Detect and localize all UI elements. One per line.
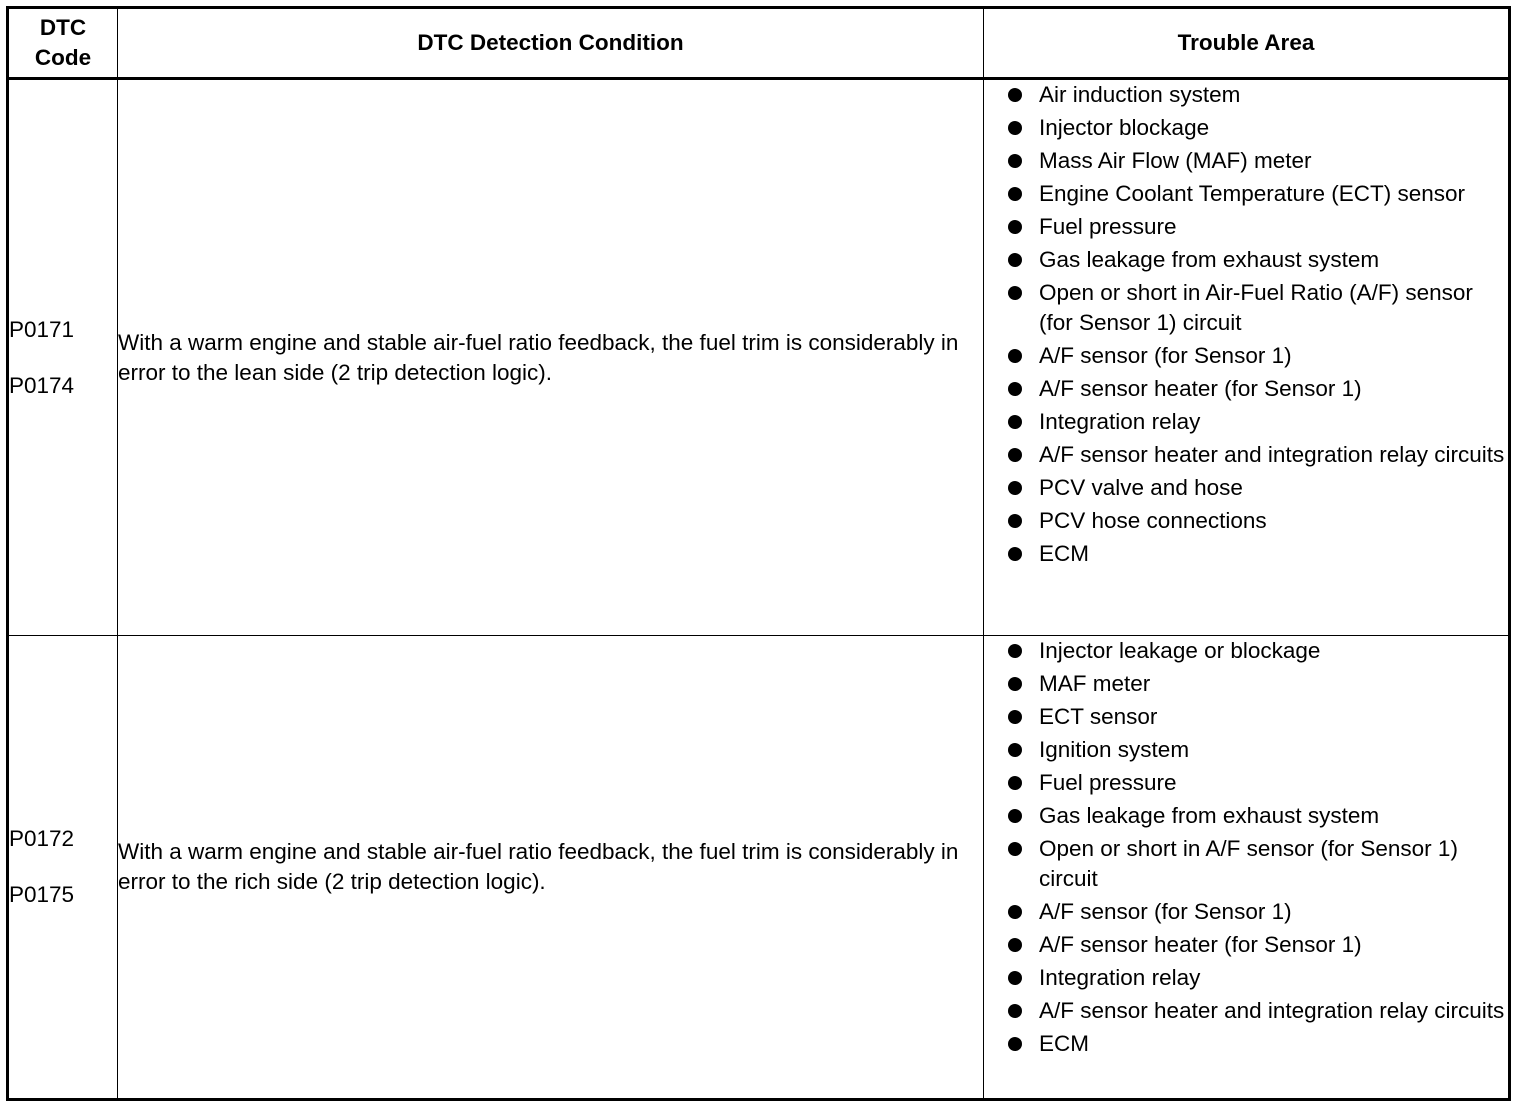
detection-condition: With a warm engine and stable air-fuel ratio feedback, the fuel trim is considerably in error to the rich side (2 trip detection logic). bbox=[118, 636, 984, 1100]
bullet-icon bbox=[1008, 88, 1022, 102]
trouble-area-item: A/F sensor heater and integration relay circuits bbox=[1039, 998, 1505, 1023]
list-item bbox=[984, 930, 1508, 960]
trouble-area-item: A/F sensor (for Sensor 1) bbox=[1039, 343, 1292, 368]
bullet-icon bbox=[1008, 644, 1022, 658]
bullet-icon bbox=[1008, 938, 1022, 952]
bullet-icon bbox=[1008, 514, 1022, 528]
trouble-area-item: Gas leakage from exhaust system bbox=[1039, 803, 1380, 828]
bullet-icon bbox=[1008, 349, 1022, 363]
dtc-code: P0174 bbox=[9, 372, 75, 398]
list-item bbox=[984, 341, 1508, 371]
list-item bbox=[984, 473, 1508, 503]
detection-condition: With a warm engine and stable air-fuel ratio feedback, the fuel trim is considerably in error to the lean side (2 trip detection logic). bbox=[118, 79, 984, 636]
header-row bbox=[8, 8, 1510, 79]
bullet-icon bbox=[1008, 154, 1022, 168]
bullet-icon bbox=[1008, 121, 1022, 135]
trouble-area-cell bbox=[984, 636, 1510, 1100]
list-item bbox=[984, 669, 1508, 699]
trouble-area-item: PCV valve and hose bbox=[1039, 475, 1243, 500]
list-item bbox=[984, 636, 1508, 666]
list-item bbox=[984, 1029, 1508, 1059]
bullet-icon bbox=[1008, 220, 1022, 234]
bullet-icon bbox=[1008, 415, 1022, 429]
bullet-icon bbox=[1008, 253, 1022, 267]
trouble-area-item: Open or short in Air-Fuel Ratio (A/F) sensor (for Sensor 1) circuit bbox=[1039, 280, 1473, 335]
list-item bbox=[984, 179, 1508, 209]
bullet-icon bbox=[1008, 286, 1022, 300]
list-item bbox=[984, 278, 1508, 338]
bullet-icon bbox=[1008, 481, 1022, 495]
bullet-icon bbox=[1008, 743, 1022, 757]
bullet-icon bbox=[1008, 187, 1022, 201]
list-item bbox=[984, 897, 1508, 927]
dtc-code: P0172 bbox=[9, 826, 75, 851]
trouble-area-item: Open or short in A/F sensor (for Sensor 1) circuit bbox=[1039, 836, 1458, 891]
header-dtc-code-line2: Code bbox=[34, 45, 92, 70]
trouble-area-item: Air induction system bbox=[1039, 82, 1241, 107]
list-item bbox=[984, 834, 1508, 894]
trouble-area-item: MAF meter bbox=[1039, 671, 1151, 696]
list-item bbox=[984, 374, 1508, 404]
trouble-area-item: Fuel pressure bbox=[1039, 214, 1177, 239]
list-item bbox=[984, 735, 1508, 765]
list-item bbox=[984, 702, 1508, 732]
bullet-icon bbox=[1008, 1004, 1022, 1018]
trouble-area-item: PCV hose connections bbox=[1039, 508, 1267, 533]
trouble-area-item: Integration relay bbox=[1039, 965, 1201, 990]
list-item bbox=[984, 245, 1508, 275]
bullet-icon bbox=[1008, 710, 1022, 724]
list-item bbox=[984, 146, 1508, 176]
dtc-code-cell bbox=[8, 79, 118, 636]
dtc-code-cell bbox=[8, 636, 118, 1100]
list-item bbox=[984, 963, 1508, 993]
trouble-area-item: Mass Air Flow (MAF) meter bbox=[1039, 148, 1312, 173]
list-item bbox=[984, 80, 1508, 110]
trouble-area-item: Fuel pressure bbox=[1039, 770, 1177, 795]
list-item bbox=[984, 539, 1508, 569]
trouble-area-item: ECM bbox=[1039, 1031, 1089, 1056]
list-item bbox=[984, 801, 1508, 831]
trouble-area-list bbox=[984, 80, 1508, 569]
trouble-area-item: Integration relay bbox=[1039, 409, 1201, 434]
dtc-code: P0175 bbox=[9, 882, 75, 907]
trouble-area-item: A/F sensor (for Sensor 1) bbox=[1039, 899, 1292, 924]
trouble-area-cell bbox=[984, 79, 1510, 636]
trouble-area-item: Injector blockage bbox=[1039, 115, 1210, 140]
trouble-area-item: A/F sensor heater (for Sensor 1) bbox=[1039, 376, 1362, 401]
trouble-area-item: Ignition system bbox=[1039, 737, 1190, 762]
bullet-icon bbox=[1008, 842, 1022, 856]
list-item bbox=[984, 996, 1508, 1026]
bullet-icon bbox=[1008, 547, 1022, 561]
list-item bbox=[984, 113, 1508, 143]
list-item bbox=[984, 768, 1508, 798]
trouble-area-item: ECM bbox=[1039, 541, 1089, 566]
bullet-icon bbox=[1008, 1037, 1022, 1051]
trouble-area-list bbox=[984, 636, 1508, 1059]
dtc-code: P0171 bbox=[9, 316, 75, 342]
trouble-area-item: Gas leakage from exhaust system bbox=[1039, 247, 1380, 272]
list-item bbox=[984, 407, 1508, 437]
bullet-icon bbox=[1008, 809, 1022, 823]
trouble-area-item: Engine Coolant Temperature (ECT) sensor bbox=[1039, 181, 1466, 206]
list-item bbox=[984, 212, 1508, 242]
bullet-icon bbox=[1008, 382, 1022, 396]
trouble-area-item: ECT sensor bbox=[1039, 704, 1158, 729]
bullet-icon bbox=[1008, 776, 1022, 790]
bullet-icon bbox=[1008, 905, 1022, 919]
header-trouble-area: Trouble Area bbox=[984, 8, 1510, 79]
trouble-area-item: Injector leakage or blockage bbox=[1039, 638, 1321, 663]
header-dtc-code-line1: DTC bbox=[39, 15, 87, 40]
table-row bbox=[8, 636, 1510, 1100]
header-detection-condition: DTC Detection Condition bbox=[118, 8, 984, 79]
dtc-table bbox=[6, 6, 1511, 1101]
bullet-icon bbox=[1008, 677, 1022, 691]
trouble-area-item: A/F sensor heater and integration relay circuits bbox=[1039, 442, 1505, 467]
header-dtc-code bbox=[8, 8, 118, 79]
list-item bbox=[984, 440, 1508, 470]
list-item bbox=[984, 506, 1508, 536]
bullet-icon bbox=[1008, 971, 1022, 985]
table-row bbox=[8, 79, 1510, 636]
trouble-area-item: A/F sensor heater (for Sensor 1) bbox=[1039, 932, 1362, 957]
bullet-icon bbox=[1008, 448, 1022, 462]
